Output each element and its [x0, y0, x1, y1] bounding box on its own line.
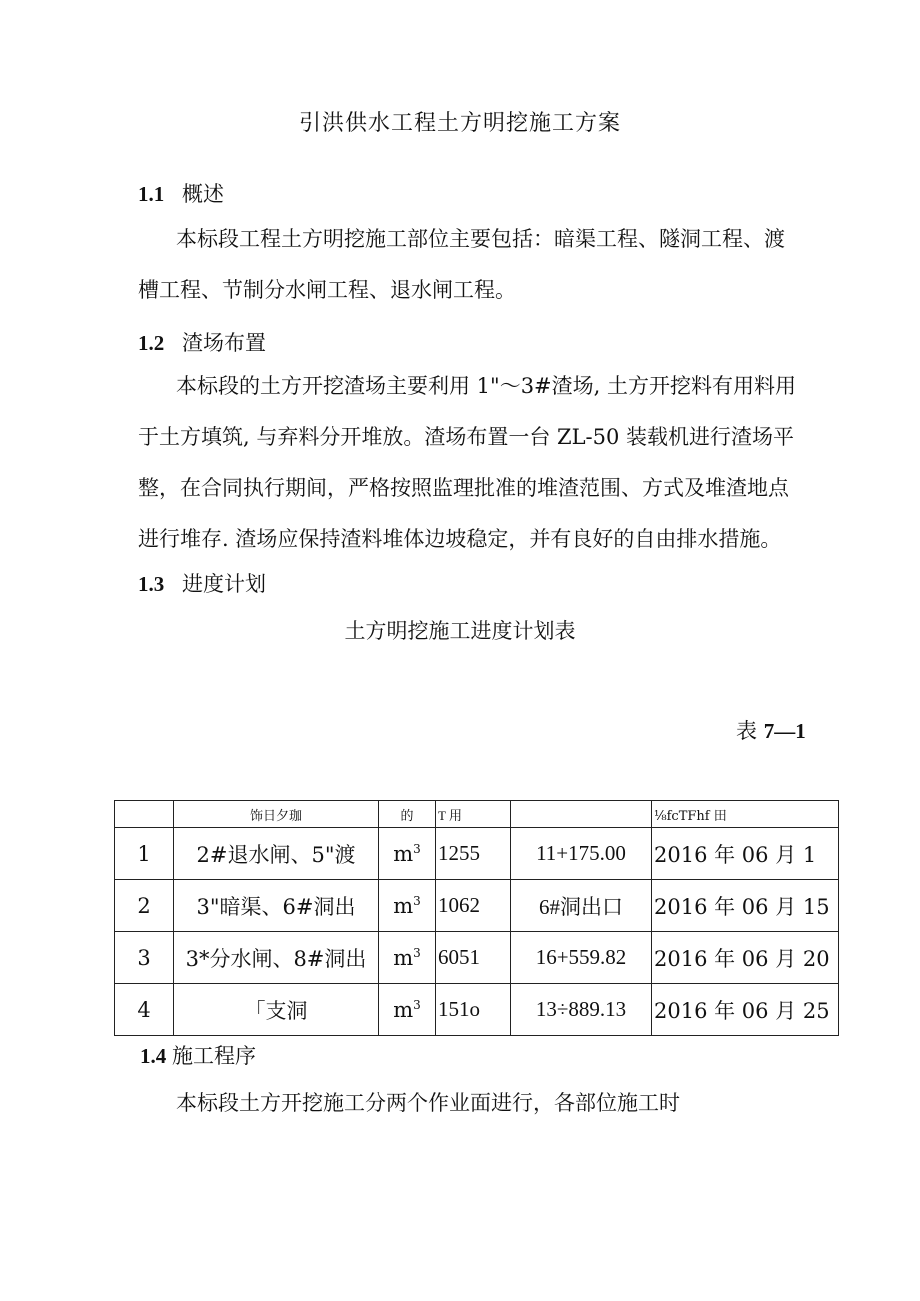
header-cell: 饰日夕珈: [174, 801, 379, 828]
quantity: 1255: [436, 828, 511, 880]
station: 13÷889.13: [511, 984, 652, 1036]
work-item: 3"暗渠、6#洞出: [174, 880, 379, 932]
section-1-1-heading: [138, 178, 224, 208]
schedule-table: [114, 800, 839, 1036]
table-row: [115, 932, 839, 984]
station: 6#洞出口: [511, 880, 652, 932]
date: 2016 年 06 月 1: [652, 828, 839, 880]
header-cell: ⅛fcTFhf 田: [652, 801, 839, 828]
quantity: 6051: [436, 932, 511, 984]
quantity: 151o: [436, 984, 511, 1036]
document-title: 引洪供水工程土方明挖施工方案: [298, 111, 621, 136]
paragraph-spoil-line1: 本标段的土方开挖渣场主要利用 1"～3#渣场, 土方开挖料有用料用: [176, 374, 797, 398]
row-number: 1: [115, 828, 174, 880]
header-cell: 的: [379, 801, 436, 828]
table-number: 表 7—1: [736, 719, 806, 743]
paragraph-overview-line1: 本标段工程土方明挖施工部位主要包括：暗渠工程、隧洞工程、渡: [176, 227, 785, 251]
date: 2016 年 06 月 15: [652, 880, 839, 932]
table-row: [115, 828, 839, 880]
section-1-4-heading: [140, 1040, 256, 1070]
date: 2016 年 06 月 25: [652, 984, 839, 1036]
section-1-3-heading: [138, 568, 266, 598]
unit: $m^3$: [379, 984, 436, 1036]
quantity: 1062: [436, 880, 511, 932]
section-number: 1.3: [138, 572, 165, 596]
unit: $m^3$: [379, 880, 436, 932]
work-item: 「支洞: [174, 984, 379, 1036]
row-number: 4: [115, 984, 174, 1036]
section-title: 渣场布置: [182, 331, 266, 355]
work-item: 3*分水闸、8#洞出: [174, 932, 379, 984]
section-number: 1.1: [138, 182, 165, 206]
section-title: 施工程序: [172, 1044, 256, 1068]
station: 16+559.82: [511, 932, 652, 984]
section-title: 概述: [182, 182, 224, 206]
paragraph-procedure-line1: 本标段土方开挖施工分两个作业面进行，各部位施工时: [176, 1091, 680, 1115]
header-cell: [511, 801, 652, 828]
table-header-row: [115, 801, 839, 828]
unit: $m^3$: [379, 828, 436, 880]
section-number: 1.2: [138, 331, 165, 355]
row-number: 3: [115, 932, 174, 984]
table-row: [115, 984, 839, 1036]
paragraph-spoil-line3: 整，在合同执行期间，严格按照监理批准的堆渣范围、方式及堆渣地点: [138, 476, 789, 500]
paragraph-overview-line2: 槽工程、节制分水闸工程、退水闸工程。: [138, 278, 516, 302]
date: 2016 年 06 月 20: [652, 932, 839, 984]
section-number: 1.4: [140, 1044, 167, 1068]
paragraph-spoil-line4: 进行堆存. 渣场应保持渣料堆体边坡稳定，并有良好的自由排水措施。: [138, 527, 782, 551]
row-number: 2: [115, 880, 174, 932]
header-cell: [115, 801, 174, 828]
section-title: 进度计划: [182, 572, 266, 596]
table-title: 土方明挖施工进度计划表: [344, 619, 576, 643]
section-1-2-heading: [138, 327, 266, 357]
unit: $m^3$: [379, 932, 436, 984]
work-item: 2#退水闸、5"渡: [174, 828, 379, 880]
paragraph-spoil-line2: 于土方填筑, 与弃料分开堆放。渣场布置一台 ZL-50 装载机进行渣场平: [138, 425, 795, 449]
table-row: [115, 880, 839, 932]
header-cell: T 用: [436, 801, 511, 828]
station: 11+175.00: [511, 828, 652, 880]
